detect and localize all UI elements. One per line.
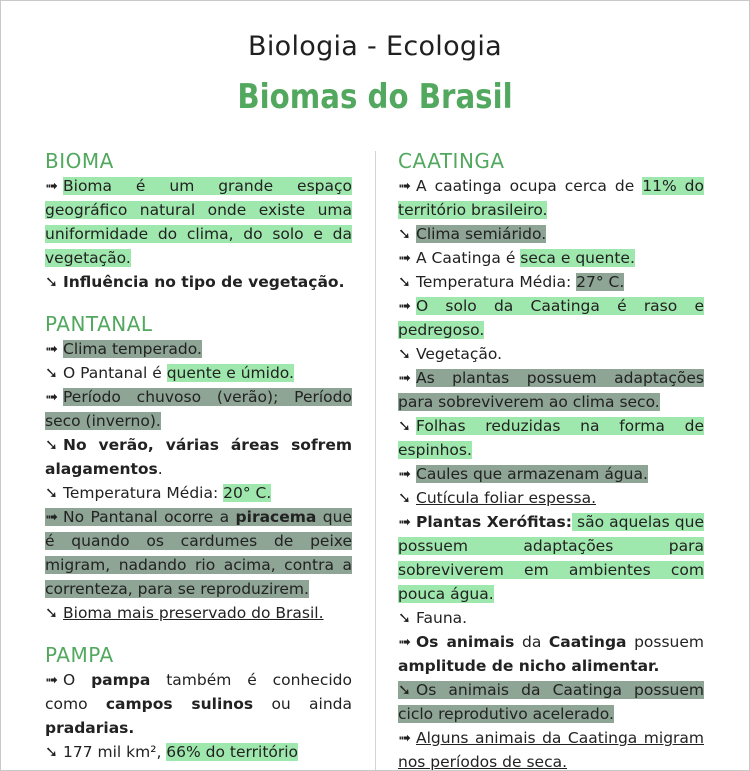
arrow-right-icon: ➟: [398, 369, 411, 387]
bioma-note: [45, 270, 352, 294]
arrow-right-icon: ➟: [45, 508, 58, 526]
highlight-text: seca e quente.: [520, 249, 635, 267]
highlight-text: Período chuvoso (verão); Período seco (inverno).: [45, 388, 352, 430]
caatinga-line: [398, 222, 704, 246]
caatinga-line: [398, 462, 704, 486]
arrow-right-icon: ➟: [398, 177, 411, 195]
arrow-right-icon: ➟: [45, 388, 58, 406]
plain-text: O Pantanal é: [63, 364, 167, 382]
bioma-definition: [45, 174, 352, 270]
plain-text: ou ainda: [253, 695, 352, 713]
arrow-down-right-icon: ➘: [45, 604, 58, 622]
underlined-text: Cutícula foliar espessa.: [416, 489, 597, 507]
plain-text: A caatinga ocupa cerca de: [416, 177, 643, 195]
arrow-right-icon: ➟: [398, 729, 411, 747]
caatinga-line: [398, 486, 704, 510]
bold-text: amplitude de nicho alimentar.: [398, 657, 660, 675]
arrow-down-right-icon: ➘: [45, 436, 58, 454]
arrow-down-right-icon: ➘: [398, 345, 411, 363]
underlined-text: Bioma mais preservado do Brasil.: [63, 604, 324, 622]
bold-text: campos sulinos: [105, 695, 254, 713]
caatinga-line: [398, 270, 704, 294]
highlight-text: Folhas reduzidas na forma de espinhos.: [398, 417, 704, 459]
bold-text: Influência no tipo de vegetação.: [63, 273, 345, 291]
pampa-line: [45, 668, 352, 740]
highlight-text: 66% do território: [166, 743, 299, 761]
caatinga-line: [398, 366, 704, 414]
plain-text: Vegetação.: [416, 345, 503, 363]
arrow-right-icon: ➟: [45, 177, 58, 195]
plain-text: Fauna.: [416, 609, 468, 627]
caatinga-line: [398, 174, 704, 222]
section-title-pantanal: PANTANAL: [45, 312, 153, 336]
highlight-text: 20° C.: [223, 484, 272, 502]
plain-text: Temperatura Média:: [416, 273, 577, 291]
caatinga-line: [398, 414, 704, 462]
caatinga-line: [398, 726, 704, 771]
caatinga-line: [398, 294, 704, 342]
column-divider: [375, 151, 376, 771]
pantanal-line: [45, 433, 352, 481]
plain-text: Temperatura Média:: [63, 484, 224, 502]
arrow-right-icon: ➟: [398, 465, 411, 483]
arrow-down-right-icon: ➘: [398, 489, 411, 507]
pantanal-line: [45, 481, 352, 505]
caatinga-line: [398, 630, 704, 678]
pantanal-line: [45, 505, 352, 601]
caatinga-line: [398, 246, 704, 270]
pantanal-line: [45, 385, 352, 433]
arrow-down-right-icon: ➘: [45, 743, 58, 761]
arrow-down-right-icon: ➘: [398, 225, 411, 243]
caatinga-line: [398, 606, 704, 630]
highlight-text: Clima temperado.: [63, 340, 202, 358]
arrow-right-icon: ➟: [45, 671, 58, 689]
right-column: [398, 148, 704, 771]
bold-text: Caatinga: [548, 633, 627, 651]
highlight-text: As plantas possuem adaptações para sobreviverem ao clima seco.: [398, 369, 704, 411]
highlight-text: [398, 681, 704, 723]
arrow-right-icon: ➟: [398, 633, 411, 651]
arrow-down-right-icon: ➘: [398, 273, 411, 291]
highlight-text: 11% do território brasileiro.: [398, 177, 705, 219]
subject-heading: Biologia - Ecologia: [248, 31, 502, 62]
arrow-down-right-icon: ➘: [45, 364, 58, 382]
arrow-right-icon: ➟: [398, 249, 411, 267]
arrow-down-right-icon: ➘: [398, 417, 411, 435]
arrow-down-right-icon: ➘: [45, 484, 58, 502]
plain-text: que é quando os cardumes de peixe migram, nadando rio acima, contra a correnteza, para se reproduzirem.: [45, 508, 352, 598]
plain-text: .: [157, 460, 163, 478]
bold-text: pampa: [91, 671, 151, 689]
caatinga-line: [398, 678, 704, 726]
bold-text: Plantas Xerófitas:: [416, 513, 572, 531]
arrow-right-icon: ➟: [398, 513, 411, 531]
plain-text: Os animais da Caatinga possuem ciclo reprodutivo acelerado.: [398, 681, 704, 723]
plain-text: O: [63, 671, 92, 689]
highlight-text: O solo da Caatinga é raso e pedregoso.: [398, 297, 704, 339]
highlight-text: são aquelas que possuem adaptações para sobreviverem em ambientes com pouca água.: [398, 513, 704, 603]
highlight-text: Caules que armazenam água.: [416, 465, 648, 483]
bold-text: Os animais: [416, 633, 515, 651]
highlight-text: quente e úmido.: [166, 364, 294, 382]
arrow-down-right-icon: ➘: [398, 609, 411, 627]
arrow-down-right-icon: ➘: [398, 681, 411, 699]
section-title-bioma: BIOMA: [45, 149, 114, 173]
underlined-text: Alguns animais da Caatinga migram nos períodos de seca.: [398, 729, 704, 771]
highlight-text: [45, 508, 352, 598]
bold-text: No verão, várias áreas sofrem alagamentos: [45, 436, 352, 478]
section-title-caatinga: CAATINGA: [398, 149, 505, 173]
arrow-down-right-icon: ➘: [45, 273, 58, 291]
plain-text: No Pantanal ocorre a: [63, 508, 236, 526]
arrow-right-icon: ➟: [45, 340, 58, 358]
pantanal-line: [45, 601, 352, 625]
caatinga-line: [398, 510, 704, 606]
plain-text: também é conhecido como: [45, 671, 352, 713]
bold-text: piracema: [235, 508, 317, 526]
highlight-text: Clima semiárido.: [416, 225, 547, 243]
highlight-text: Bioma é um grande espaço geográfico natural onde existe uma uniformidade do clima, do solo e da vegetação.: [45, 177, 352, 267]
page-title: Biomas do Brasil: [237, 77, 513, 117]
pantanal-line: [45, 337, 352, 361]
section-title-pampa: PAMPA: [45, 643, 114, 667]
plain-text: 177 mil km²,: [63, 743, 167, 761]
caatinga-line: [398, 342, 704, 366]
pantanal-line: [45, 361, 352, 385]
plain-text: A Caatinga é: [416, 249, 521, 267]
arrow-right-icon: ➟: [398, 297, 411, 315]
pampa-line: [45, 740, 352, 764]
plain-text: possuem: [626, 633, 704, 651]
plain-text: da: [514, 633, 549, 651]
bold-text: pradarias.: [45, 719, 135, 737]
highlight-text: 27° C.: [576, 273, 625, 291]
left-column: [45, 148, 352, 764]
